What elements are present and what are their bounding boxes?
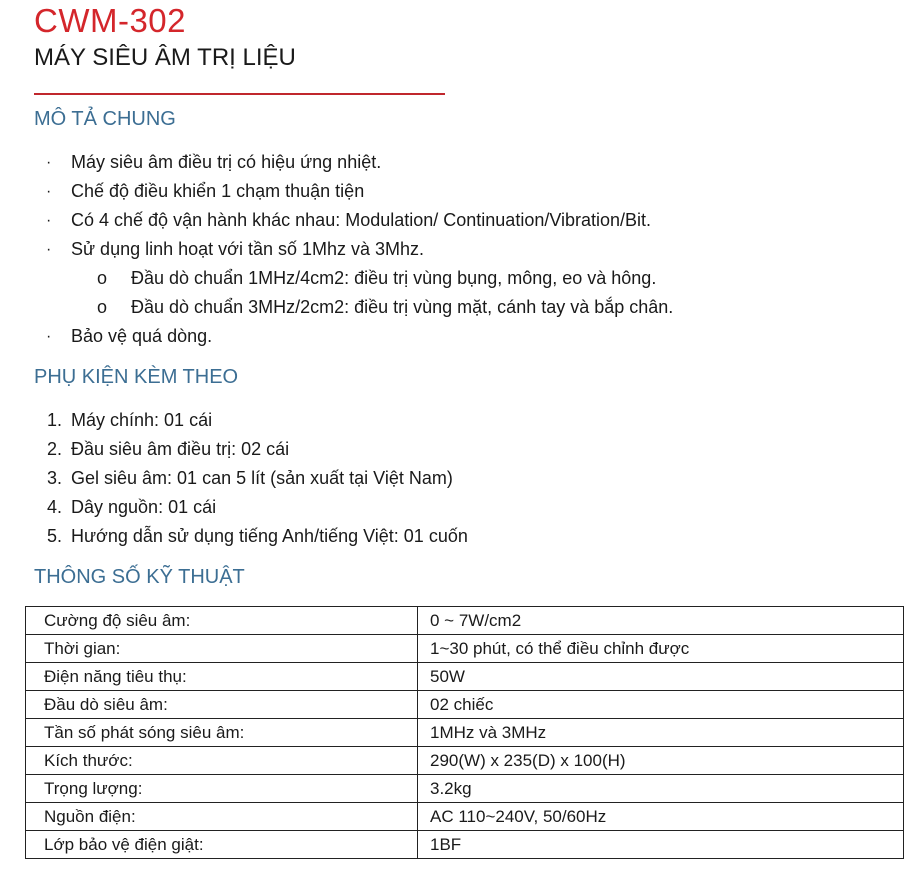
spec-value: AC 110~240V, 50/60Hz xyxy=(418,803,904,831)
spec-key: Nguồn điện: xyxy=(26,803,418,831)
sub-bullet-marker: o xyxy=(97,268,108,288)
list-item: · Chế độ điều khiển 1 chạm thuận tiện xyxy=(34,177,673,206)
item-number: 3. xyxy=(47,468,63,488)
item-number: 2. xyxy=(47,439,63,459)
list-item: · Máy siêu âm điều trị có hiệu ứng nhiệt. xyxy=(34,148,673,177)
spec-value: 1MHz và 3MHz xyxy=(418,719,904,747)
item-number: 4. xyxy=(47,497,63,517)
table-row xyxy=(26,747,904,775)
list-item: · Bảo vệ quá dòng. xyxy=(34,322,673,351)
table-row xyxy=(26,691,904,719)
table-row xyxy=(26,635,904,663)
bullet-marker: · xyxy=(46,183,52,200)
spec-value: 1~30 phút, có thể điều chỉnh được xyxy=(418,635,904,663)
table-row xyxy=(26,831,904,859)
spec-key: Lớp bảo vệ điện giật: xyxy=(26,831,418,859)
item-number: 5. xyxy=(47,526,63,546)
bullet-marker: · xyxy=(46,241,52,258)
spec-key: Thời gian: xyxy=(26,635,418,663)
list-item: · Sử dụng linh hoạt với tần số 1Mhz và 3Mhz. xyxy=(34,235,673,264)
spec-key: Trọng lượng: xyxy=(26,775,418,803)
table-row xyxy=(26,803,904,831)
product-subtitle: MÁY SIÊU ÂM TRỊ LIỆU xyxy=(34,44,296,71)
list-item: 5. Hướng dẫn sử dụng tiếng Anh/tiếng Việt: 01 cuốn xyxy=(34,522,468,551)
table-row xyxy=(26,719,904,747)
table-row xyxy=(26,775,904,803)
list-item: 4. Dây nguồn: 01 cái xyxy=(34,493,468,522)
list-item: 2. Đầu siêu âm điều trị: 02 cái xyxy=(34,435,468,464)
list-item: 3. Gel siêu âm: 01 can 5 lít (sản xuất tại Việt Nam) xyxy=(34,464,468,493)
spec-value: 3.2kg xyxy=(418,775,904,803)
accessories-list xyxy=(34,406,468,551)
spec-value: 50W xyxy=(418,663,904,691)
spec-value: 02 chiếc xyxy=(418,691,904,719)
spec-table xyxy=(25,606,904,859)
section-heading-specs: THÔNG SỐ KỸ THUẬT xyxy=(34,566,245,588)
spec-key: Điện năng tiêu thụ: xyxy=(26,663,418,691)
table-row xyxy=(26,663,904,691)
spec-value: 290(W) x 235(D) x 100(H) xyxy=(418,747,904,775)
section-heading-description: MÔ TẢ CHUNG xyxy=(34,108,176,130)
sub-list-item: o Đầu dò chuẩn 1MHz/4cm2: điều trị vùng bụng, mông, eo và hông. xyxy=(34,264,673,293)
spec-key: Đầu dò siêu âm: xyxy=(26,691,418,719)
bullet-marker: · xyxy=(46,154,52,171)
bullet-marker: · xyxy=(46,328,52,345)
spec-key: Kích thước: xyxy=(26,747,418,775)
title-underline xyxy=(34,93,445,95)
bullet-marker: · xyxy=(46,212,52,229)
spec-key: Tần số phát sóng siêu âm: xyxy=(26,719,418,747)
list-item: · Có 4 chế độ vận hành khác nhau: Modulation/ Continuation/Vibration/Bit. xyxy=(34,206,673,235)
list-item: 1. Máy chính: 01 cái xyxy=(34,406,468,435)
description-list xyxy=(34,148,673,351)
spec-key: Cường độ siêu âm: xyxy=(26,607,418,635)
section-heading-accessories: PHỤ KIỆN KÈM THEO xyxy=(34,366,239,388)
item-number: 1. xyxy=(47,410,63,430)
spec-value: 1BF xyxy=(418,831,904,859)
sub-list-item: o Đầu dò chuẩn 3MHz/2cm2: điều trị vùng mặt, cánh tay và bắp chân. xyxy=(34,293,673,322)
sub-bullet-marker: o xyxy=(97,297,108,317)
table-row xyxy=(26,607,904,635)
spec-value: 0 ~ 7W/cm2 xyxy=(418,607,904,635)
model-title: CWM-302 xyxy=(34,2,187,39)
